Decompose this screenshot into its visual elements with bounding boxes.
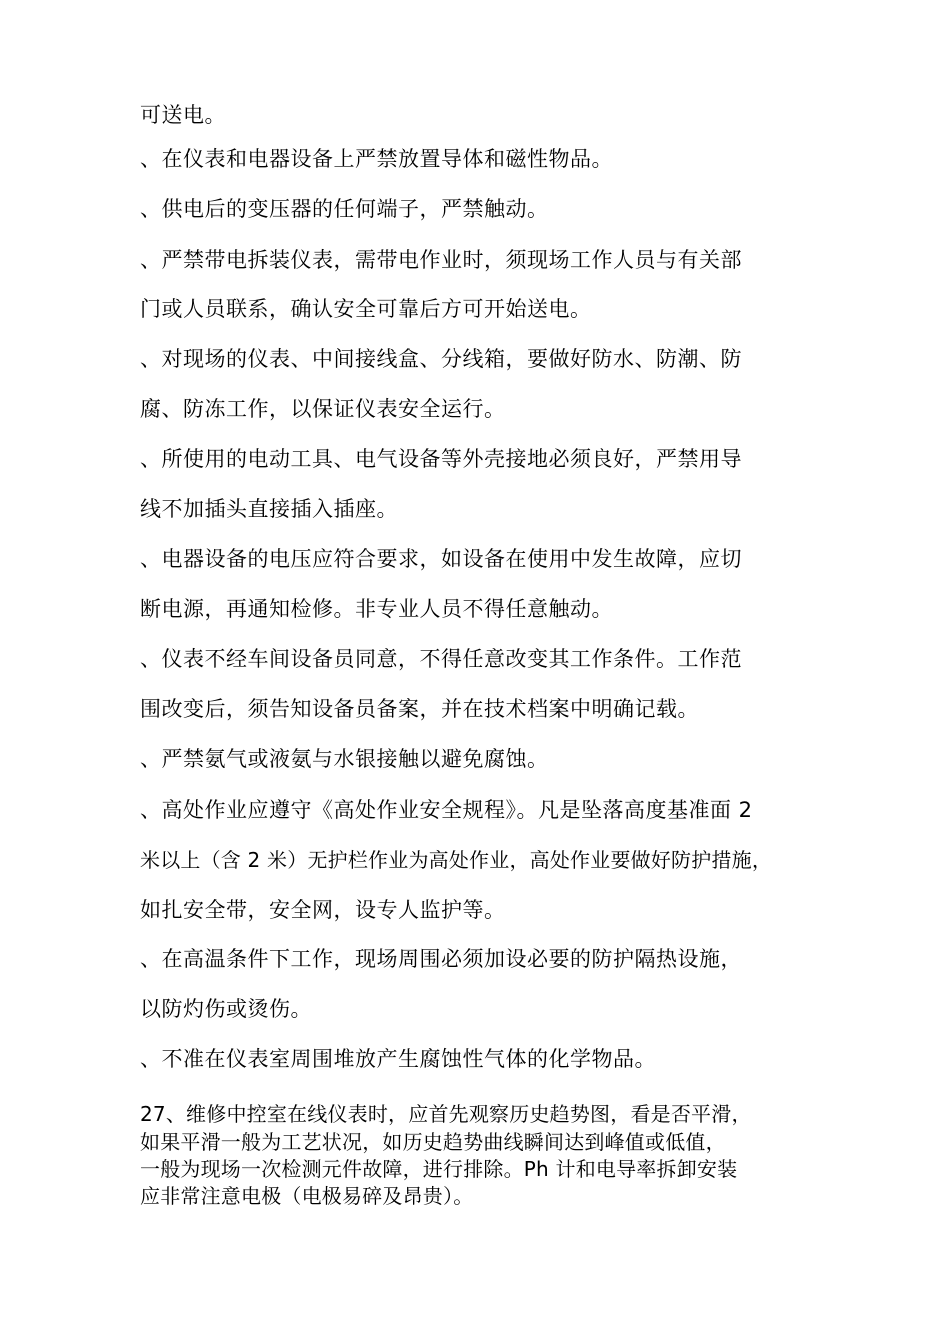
text-line: 米以上（含 2 米）无护栏作业为高处作业，高处作业要做好防护措施， xyxy=(140,848,773,872)
text-line: 围改变后，须告知设备员备案，并在技术档案中明确记载。 xyxy=(140,697,699,721)
text-line: 、严禁带电拆装仪表，需带电作业时，须现场工作人员与有关部 xyxy=(140,248,742,272)
text-line: 一般为现场一次检测元件故障，进行排除。Ph 计和电导率拆卸安装 xyxy=(140,1157,738,1181)
text-line: 、严禁氨气或液氨与水银接触以避免腐蚀。 xyxy=(140,747,549,771)
text-line: 可送电。 xyxy=(140,103,226,127)
text-line: 以防灼伤或烫伤。 xyxy=(140,997,312,1021)
text-line: 、仪表不经车间设备员同意，不得任意改变其工作条件。工作范 xyxy=(140,647,742,671)
text-line: 门或人员联系，确认安全可靠后方可开始送电。 xyxy=(140,297,592,321)
text-line: 、对现场的仪表、中间接线盒、分线箱，要做好防水、防潮、防 xyxy=(140,347,742,371)
text-line: 如果平滑一般为工艺状况，如历史趋势曲线瞬间达到峰值或低值， xyxy=(140,1130,726,1154)
text-line: 、供电后的变压器的任何端子，严禁触动。 xyxy=(140,197,549,221)
text-line: 27、维修中控室在线仪表时，应首先观察历史趋势图，看是否平滑， xyxy=(140,1102,752,1126)
text-line: 如扎安全带，安全网，设专人监护等。 xyxy=(140,898,506,922)
text-line: 、电器设备的电压应符合要求，如设备在使用中发生故障，应切 xyxy=(140,547,742,571)
text-line: 、在仪表和电器设备上严禁放置导体和磁性物品。 xyxy=(140,147,613,171)
text-line: 腐、防冻工作，以保证仪表安全运行。 xyxy=(140,397,506,421)
text-line: 、不准在仪表室周围堆放产生腐蚀性气体的化学物品。 xyxy=(140,1047,656,1071)
text-line: 应非常注意电极（电极易碎及昂贵）。 xyxy=(140,1184,474,1208)
text-line: 线不加插头直接插入插座。 xyxy=(140,497,398,521)
text-line: 、所使用的电动工具、电气设备等外壳接地必须良好，严禁用导 xyxy=(140,447,742,471)
text-line: 断电源，再通知检修。非专业人员不得任意触动。 xyxy=(140,597,613,621)
text-line: 、在高温条件下工作，现场周围必须加设必要的防护隔热设施， xyxy=(140,947,742,971)
text-line: 、高处作业应遵守《高处作业安全规程》。凡是坠落高度基准面 2 xyxy=(140,798,753,822)
